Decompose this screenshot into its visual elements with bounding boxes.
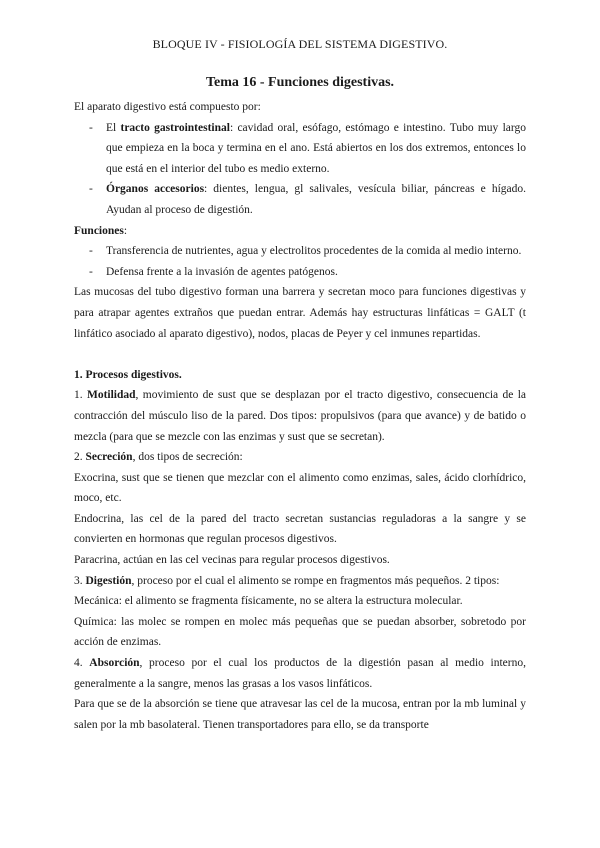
motilidad-paragraph <box>74 385 526 447</box>
document-body <box>74 97 526 735</box>
section-1-title: 1. Procesos digestivos. <box>74 368 182 381</box>
page-title: Tema 16 - Funciones digestivas. <box>205 75 395 90</box>
blank-line <box>74 344 526 365</box>
list-item-text: : dientes, lengua, gl salivales, vesícula biliar, páncreas e hígado. Ayudan al proceso de digestión. <box>106 183 526 216</box>
list-dash: - <box>89 121 93 134</box>
term-absorcion: Absorción <box>89 657 140 670</box>
list-dash: - <box>89 265 93 278</box>
term-tracto-gastrointestinal: tracto gastrointestinal <box>120 121 230 134</box>
endocrina-paragraph: Endocrina, las cel de la pared del tracto secretan sustancias reguladoras a la sangre y se convierten en hormonas que regulan procesos digestivos. <box>74 512 526 546</box>
list-item-text: Defensa frente a la invasión de agentes patógenos. <box>106 265 338 278</box>
intro-paragraph: El aparato digestivo está compuesto por: <box>74 101 261 113</box>
term-motilidad: Motilidad <box>86 389 136 402</box>
paragraph-text: , proceso por el cual los productos de la digestión pasan al medio interno, generalmente a la sangre, menos las grasas a los vasos linfáticos. <box>74 657 526 690</box>
absorcion-detail-paragraph: Para que se de la absorción se tiene que atravesar las cel de la mucosa, entran por la mb luminal y salen por la mb basolateral. Tienen transportadores para ello, se da transporte <box>74 698 526 731</box>
item-number: 4. <box>74 657 90 670</box>
term-secrecion: Secreción <box>85 451 133 464</box>
secrecion-paragraph <box>74 447 526 468</box>
item-number: 3. <box>74 574 86 587</box>
paragraph-text: , proceso por el cual el alimento se rompe en fragmentos más pequeños. 2 tipos: <box>131 574 500 587</box>
list-dash: - <box>89 183 93 196</box>
document-header: BLOQUE IV - FISIOLOGÍA DEL SISTEMA DIGESTIVO. <box>152 37 448 51</box>
term-organos-accesorios: Órganos accesorios <box>106 183 205 196</box>
list-item-tracto <box>74 118 526 180</box>
funciones-label: Funciones <box>74 224 124 237</box>
list-item-text: : cavidad oral, esófago, estómago e intestino. Tubo muy largo que empieza en la boca y termina en el ano. Está abiertos en los dos extremos, entonces lo que está en el interior del tubo es medio externo. <box>106 121 526 175</box>
item-number: 1. <box>74 389 87 402</box>
digestion-paragraph <box>74 571 526 592</box>
list-item-prefix: El <box>106 121 121 134</box>
mucosas-paragraph: Las mucosas del tubo digestivo forman una barrera y secretan moco para funciones digestivas y para atrapar agentes extraños que puedan entrar. Además hay estructuras linfáticas = GALT (t linfático asociado al aparato digestivo), nodos, placas de Peyer y cel inmunes repartidas. <box>74 286 526 340</box>
list-dash: - <box>89 245 93 258</box>
list-item-organos <box>74 179 526 220</box>
list-item-defensa <box>74 262 526 283</box>
exocrina-paragraph: Exocrina, sust que se tienen que mezclar con el alimento como enzimas, sales, ácido clorhídrico, moco, etc. <box>74 471 526 505</box>
funciones-colon: : <box>123 224 128 237</box>
item-number: 2. <box>74 451 86 464</box>
quimica-paragraph: Química: las molec se rompen en molec más pequeñas que se puedan absorber, sobretodo por acción de enzimas. <box>74 615 526 649</box>
term-digestion: Digestión <box>85 574 132 587</box>
paragraph-text: , dos tipos de secreción: <box>132 451 243 464</box>
paragraph-text: , movimiento de sust que se desplazan por el tracto digestivo, consecuencia de la contracción del músculo liso de la pared. Dos tipos: propulsivos (para que avance) y de batido o mezcla (para que se mezcle con las enzimas y sust que se secretan). <box>74 389 526 443</box>
paracrina-paragraph: Paracrina, actúan en las cel vecinas para regular procesos digestivos. <box>74 554 390 567</box>
list-item-text: Transferencia de nutrientes, agua y electrolitos procedentes de la comida al medio interno. <box>106 245 522 258</box>
section-heading <box>74 365 526 386</box>
list-item-transferencia <box>74 241 526 262</box>
absorcion-paragraph <box>74 653 526 694</box>
mecanica-paragraph: Mecánica: el alimento se fragmenta físicamente, no se altera la estructura molecular. <box>74 595 463 608</box>
funciones-heading <box>74 221 526 242</box>
